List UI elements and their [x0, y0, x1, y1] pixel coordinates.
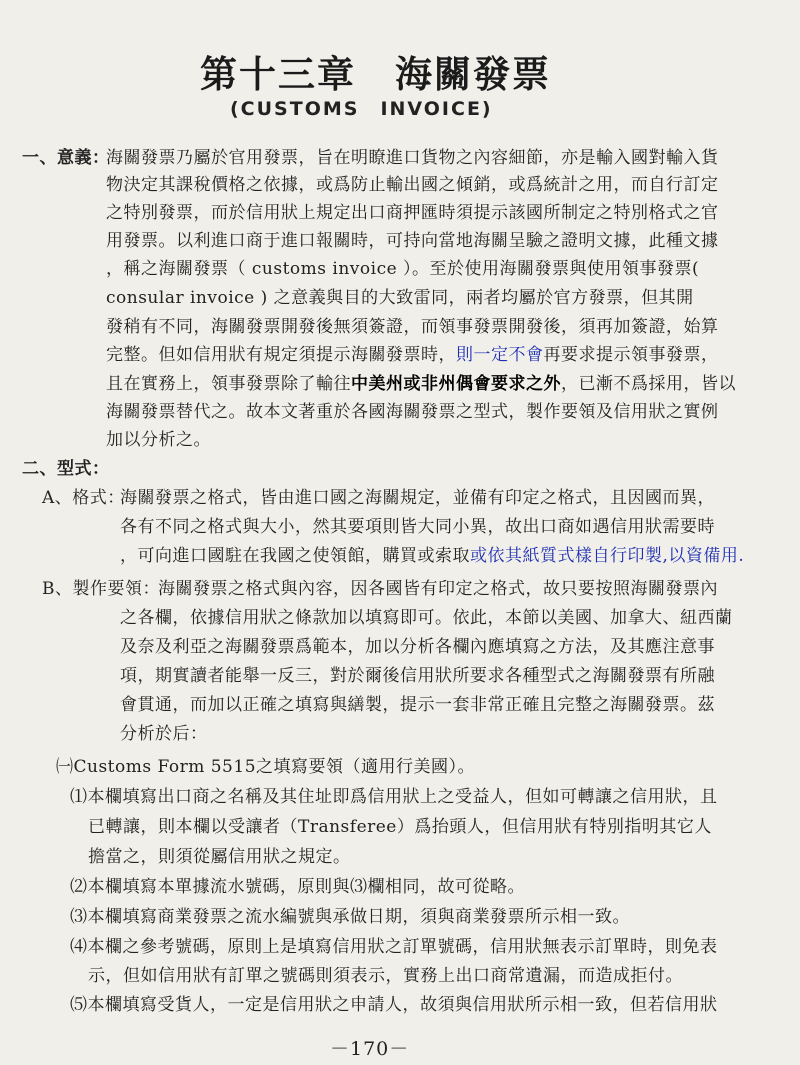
paragraph-line: 各有不同之格式與大小，然其要項則皆大同小異，故出口商如遇信用狀需要時	[120, 517, 715, 537]
paragraph-line: 物決定其課稅價格之依據，或爲防止輸出國之傾銷，或爲統計之用，而自行訂定	[106, 175, 719, 195]
form-heading: ㈠Customs Form 5515之填寫要領（適用行美國）。	[56, 757, 476, 777]
text-segment: ，可向進口國駐在我國之使領館，購買或索取	[120, 546, 470, 566]
paragraph-line: 會貫通，而加以正確之填寫與繕製，提示一套非常正確且完整之海關發票。茲	[120, 695, 715, 715]
list-item: ⑸本欄填寫受貨人，一定是信用狀之申請人，故須與信用狀所示相一致，但若信用狀	[70, 995, 718, 1015]
paragraph-line: 及奈及利亞之海關發票爲範本，加以分析各欄內應填寫之方法，及其應注意事	[120, 637, 715, 657]
highlighted-text: 中美州或非州偶會要求之外	[351, 374, 561, 394]
list-item: ⑷本欄之參考號碼，原則上是填寫信用狀之訂單號碼，信用狀無表示訂單時，則免表	[70, 937, 718, 957]
text-segment: 完整。但如信用狀有規定須提示海關發票時，	[106, 345, 456, 365]
paragraph-line	[120, 545, 744, 567]
list-item: ⑴本欄填寫出口商之名稱及其住址即爲信用狀上之受益人，但如可轉讓之信用狀，且	[70, 787, 718, 807]
paragraph-line: ，稱之海關發票（ customs invoice ）。至於使用海關發票與使用領事發票(	[106, 259, 700, 279]
list-item: ⑵本欄填寫本單據流水號碼，原則與⑶欄相同，故可從略。	[70, 877, 525, 897]
paragraph-line: 用發票。以利進口商于進口報關時，可持向當地海關呈驗之證明文據，此種文據	[106, 231, 719, 251]
paragraph-line: 海關發票之格式與內容，因各國皆有印定之格式，故只要按照海關發票內	[158, 579, 718, 599]
highlighted-text: 或依其紙質式樣自行印製,以資備用.	[470, 546, 745, 566]
section-2-label: 二、型式：	[22, 459, 110, 479]
text-segment: 且在實務上，領事發票除了輸往	[106, 374, 351, 394]
chapter-title: 第十三章 海關發票	[200, 52, 551, 96]
paragraph-line: 發稍有不同，海關發票開發後無須簽證，而領事發票開發後，須再加簽證，始算	[106, 317, 719, 337]
paragraph-line: 之特別發票，而於信用狀上規定出口商押匯時須提示該國所制定之特別格式之官	[106, 203, 719, 223]
paragraph-line: 分析於后：	[120, 724, 208, 744]
list-item: ⑶本欄填寫商業發票之流水編號與承做日期，須與商業發票所示相一致。	[70, 907, 630, 927]
paragraph-line: 之各欄，依據信用狀之條款加以填寫即可。依此，本節以美國、加拿大、紐西蘭	[120, 608, 733, 628]
list-item: 已轉讓，則本欄以受讓者（Transferee）爲抬頭人，但信用狀有特別指明其它人	[88, 817, 712, 837]
subsection-a-label: A、格式：	[42, 488, 125, 508]
list-item: 擔當之，則須從屬信用狀之規定。	[88, 847, 351, 867]
paragraph-line: consular invoice ) 之意義與目的大致雷同，兩者均屬於官方發票，但其開	[106, 288, 694, 308]
paragraph-line: 海關發票之格式，皆由進口國之海關規定，並備有印定之格式，且因國而異，	[120, 488, 715, 508]
chapter-subtitle: (CUSTOMS INVOICE)	[230, 98, 493, 120]
text-segment: ，已漸不爲採用，皆以	[561, 374, 736, 394]
paragraph-line: 加以分析之。	[106, 430, 211, 450]
list-item: 示，但如信用狀有訂單之號碼則須表示，實務上出口商常遺漏，而造成拒付。	[88, 966, 683, 986]
paragraph-line	[106, 373, 736, 395]
paragraph-line: 海關發票乃屬於官用發票，旨在明瞭進口貨物之內容細節，亦是輸入國對輸入貨	[106, 148, 719, 168]
page-number: －170－	[330, 1038, 410, 1060]
text-segment: 再要求提示領事發票，	[543, 345, 719, 365]
paragraph-line: 項，期實讀者能舉一反三，對於爾後信用狀所要求各種型式之海關發票有所融	[120, 666, 715, 686]
section-1-label: 一、意義：	[22, 148, 110, 168]
highlighted-text: 則一定不會	[456, 345, 544, 365]
paragraph-line	[106, 344, 719, 366]
subsection-b-label: B、製作要領：	[42, 579, 160, 599]
paragraph-line: 海關發票替代之。故本文著重於各國海關發票之型式，製作要領及信用狀之實例	[106, 402, 719, 422]
